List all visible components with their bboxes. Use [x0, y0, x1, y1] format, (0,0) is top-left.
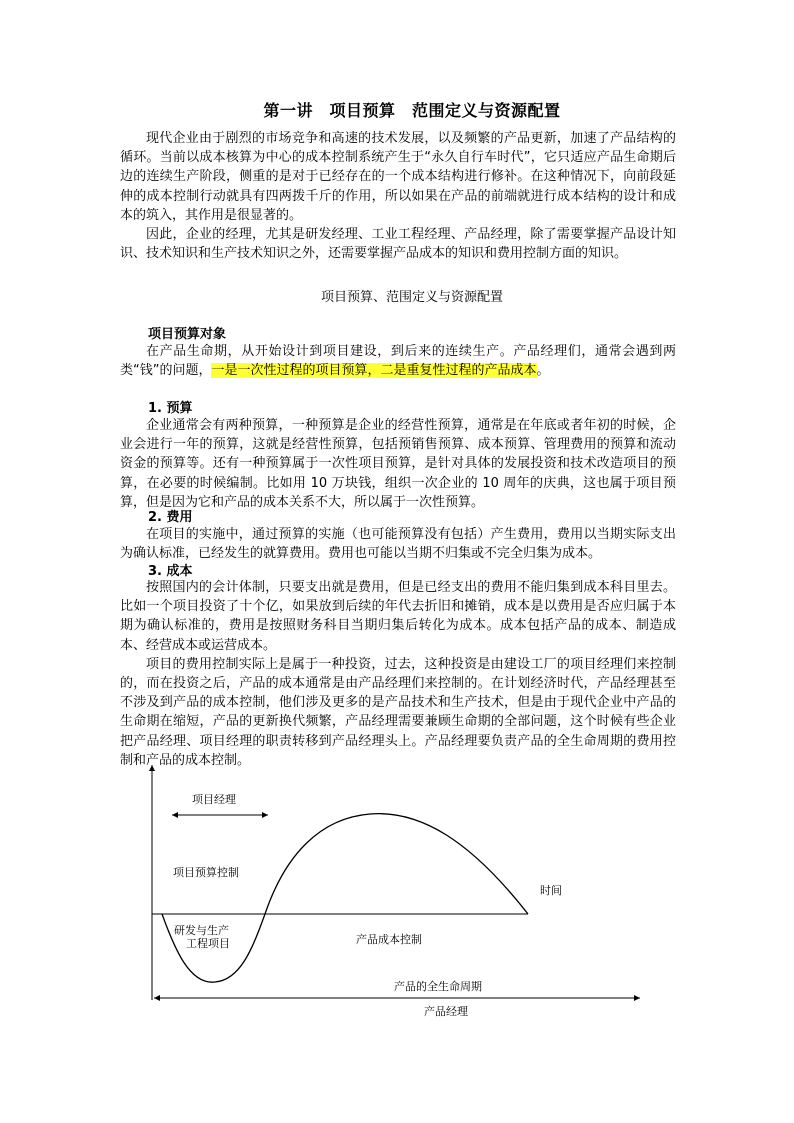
cost-paragraph-1: 按照国内的会计体制，只要支出就是费用，但是已经支出的费用不能归集到成本科目里去。比如一个项目投资了十个亿，如果放到后续的年代去折旧和摊销，成本是以费用是否应归属于本期为确认标准的，费用是按照财务科目当期归集后转化为成本。成本包括产品的成本、制造成本、经营成本或运营成本。 — [120, 580, 676, 653]
highlighted-text: 一是一次性过程的项目预算，二是重复性过程的产品成本 — [211, 363, 537, 379]
label-time: 时间 — [540, 884, 562, 897]
label-project-budget-control: 项目预算控制 — [173, 866, 239, 879]
label-full-lifecycle: 产品的全生命周期 — [394, 980, 482, 993]
cost-paragraph-2: 项目的费用控制实际上是属于一种投资，过去，这种投资是由建设工厂的项目经理们来控制的，而在投资之后，产品的成本通常是由产品经理们来控制的。在计划经济时代，产品经理甚至不涉及到产品的成本控制，他们涉及更多的是产品技术和生产技术，但是由于现代企业中产品的生命期在缩短，产品的更新换代频繁，产品经理需要兼顾生命期的全部问题，这个时候有些企业把产品经理、项目经理的职责转移到产品经理头上。产品经理要负责产品的全生命周期的费用控制和产品的成本控制。 — [120, 656, 676, 768]
label-product-manager: 产品经理 — [424, 1005, 468, 1018]
cost-curve — [162, 814, 528, 983]
section-subtitle: 项目预算、范围定义与资源配置 — [320, 290, 503, 305]
heading-expense: 2. 费用 — [148, 510, 193, 525]
label-product-cost-control: 产品成本控制 — [356, 933, 422, 946]
budget-object-end: 。 — [536, 363, 550, 379]
label-rd-line2: 工程项目 — [186, 937, 230, 950]
intro-paragraph-2: 因此，企业的经理，尤其是研发经理、工业工程经理、产品经理，除了需要掌握产品设计知识、技术知识和生产技术知识之外，还需要掌握产品成本的知识和费用控制方面的知识。 — [120, 227, 676, 262]
heading-cost: 3. 成本 — [148, 564, 193, 579]
expense-paragraph: 在项目的实施中，通过预算的实施（也可能预算没有包括）产生费用，费用以当期实际支出为确认标准，已经发生的就算费用。费用也可能以当期不归集或不完全归集为成本。 — [120, 527, 676, 562]
budget-object-text: 在产品生命期，从开始设计到项目建设，到后来的连续生产。产品经理们，通常会遇到两类“钱”的问题， — [120, 344, 676, 379]
heading-budget: 1. 预算 — [148, 401, 193, 416]
heading-budget-object: 项目预算对象 — [148, 327, 227, 342]
label-rd-line1: 研发与生产 — [174, 924, 229, 937]
page-title: 第一讲 项目预算 范围定义与资源配置 — [263, 101, 561, 120]
budget-paragraph: 企业通常会有两种预算，一种预算是企业的经营性预算，通常是在年底或者年初的时候，企业会进行一年的预算，这就是经营性预算，包括预销售预算、成本预算、管理费用的预算和流动资金的预算等。还有一种预算属于一次性项目预算，是针对具体的发展投资和技术改造项目的预算，在必要的时候编制。比如用 10 万块钱，组织一次企业的 10 周年的庆典，这也属于项目预算，但是因为它和产品的成本关系不大，所以属于一次性预算。 — [120, 418, 676, 510]
intro-paragraph-1: 现代企业由于剧烈的市场竞争和高速的技术发展，以及频繁的产品更新，加速了产品结构的循环。当前以成本核算为中心的成本控制系统产生于“永久自行车时代”，它只适应产品生命期后边的连续生产阶段，侧重的是对于已经存在的一个成本结构进行修补。在这种情况下，向前段延伸的成本控制行动就具有四两拨千斤的作用，所以如果在产品的前端就进行成本结构的设计和成本的筑入，其作用是很显著的。 — [120, 131, 676, 223]
label-project-manager: 项目经理 — [192, 793, 236, 806]
